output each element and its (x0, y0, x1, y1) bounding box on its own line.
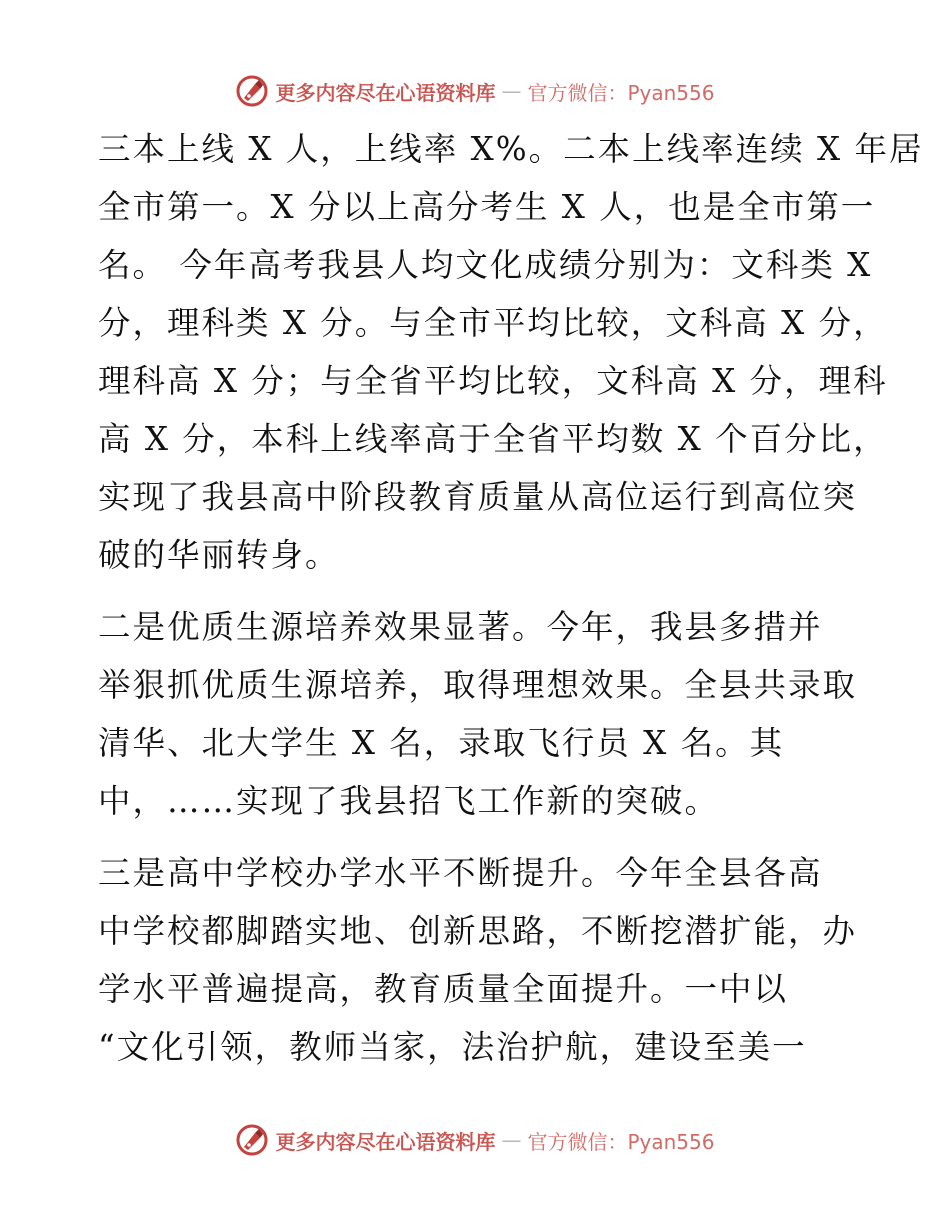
text-line: 二是优质生源培养效果显著。今年，我县多措并 (98, 608, 823, 646)
banner-separator: — (501, 79, 522, 103)
text-line: 三本上线 X 人，上线率 X%。二本上线率连续 X 年居 (98, 130, 924, 168)
paragraph-gap (98, 584, 878, 598)
header-watermark (0, 71, 950, 111)
banner-separator: — (501, 1128, 522, 1152)
text-line: 高 X 分，本科上线率高于全省平均数 X 个百分比， (98, 420, 888, 458)
paragraph-1 (98, 120, 924, 584)
text-line: 破的华丽转身。 (98, 536, 340, 574)
pen-nib-logo-icon (235, 1123, 269, 1157)
paragraph-2 (98, 598, 878, 830)
banner-wechat: 官方微信：Pyan556 (527, 1129, 715, 1154)
text-line: 清华、北大学生 X 名，录取飞行员 X 名。其 (98, 724, 785, 762)
text-line: 全市第一。X 分以上高分考生 X 人，也是全市第一 (98, 188, 876, 226)
banner-text: 更多内容尽在心语资料库 (275, 80, 496, 105)
text-line: “文化引领，教师当家，法治护航，建设至美一 (98, 1028, 807, 1066)
paragraph-3 (98, 844, 878, 1076)
text-line: 理科高 X 分；与全省平均比较，文科高 X 分，理科 (98, 362, 888, 400)
text-line: 中学校都脚踏实地、创新思路，不断挖潜扩能，办 (98, 912, 858, 950)
text-line: 举狠抓优质生源培养，取得理想效果。全县共录取 (98, 666, 858, 704)
text-line: 三是高中学校办学水平不断提升。今年全县各高 (98, 854, 823, 892)
banner-wechat: 官方微信：Pyan556 (527, 80, 715, 105)
banner-text: 更多内容尽在心语资料库 (275, 1129, 496, 1154)
paragraph-gap (98, 830, 878, 844)
text-line: 学水平普遍提高，教育质量全面提升。一中以 (98, 970, 789, 1008)
pen-nib-logo-icon (235, 74, 269, 108)
text-line: 中，……实现了我县招飞工作新的突破。 (98, 782, 720, 820)
text-line: 分，理科类 X 分。与全市平均比较，文科高 X 分， (98, 304, 888, 342)
text-line: 名。 今年高考我县人均文化成绩分别为：文科类 X (98, 246, 873, 284)
text-line: 实现了我县高中阶段教育质量从高位运行到高位突 (98, 478, 858, 516)
footer-watermark (0, 1120, 950, 1160)
document-body (98, 120, 924, 1076)
